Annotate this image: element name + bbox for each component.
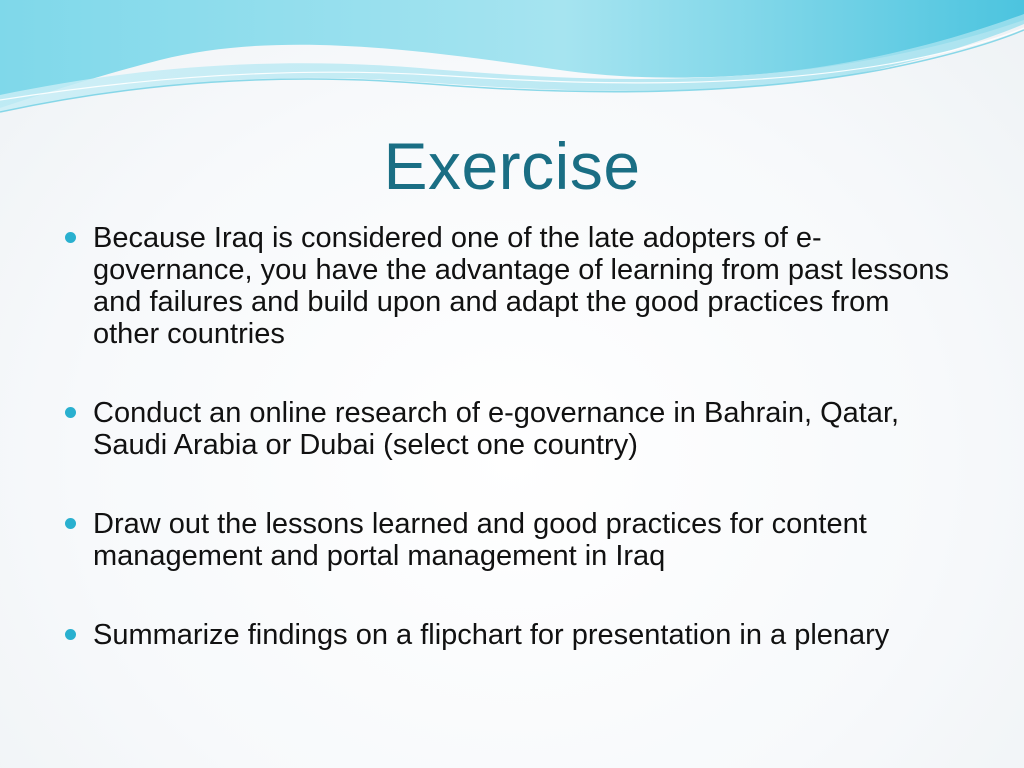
header-wave-decoration xyxy=(0,0,1024,130)
bullet-item xyxy=(62,508,962,572)
bullet-dot-icon xyxy=(65,407,76,418)
bullet-item xyxy=(62,619,962,651)
bullet-item xyxy=(62,222,962,350)
bullet-text: Draw out the lessons learned and good practices for content management and portal management in Iraq xyxy=(93,508,867,572)
bullet-dot-icon xyxy=(65,232,76,243)
bullet-item xyxy=(62,397,962,461)
bullet-text: Summarize findings on a flipchart for presentation in a plenary xyxy=(93,619,890,651)
bullet-dot-icon xyxy=(65,518,76,529)
bullet-text: Conduct an online research of e-governance in Bahrain, Qatar, Saudi Arabia or Dubai (select one country) xyxy=(93,397,900,461)
slide-title: Exercise xyxy=(383,129,641,203)
bullet-text: Because Iraq is considered one of the late adopters of e-governance, you have the advantage of learning from past lessons and failures and build upon and adapt the good practices from other countries xyxy=(93,222,950,350)
bullet-list xyxy=(62,222,962,698)
bullet-dot-icon xyxy=(65,629,76,640)
